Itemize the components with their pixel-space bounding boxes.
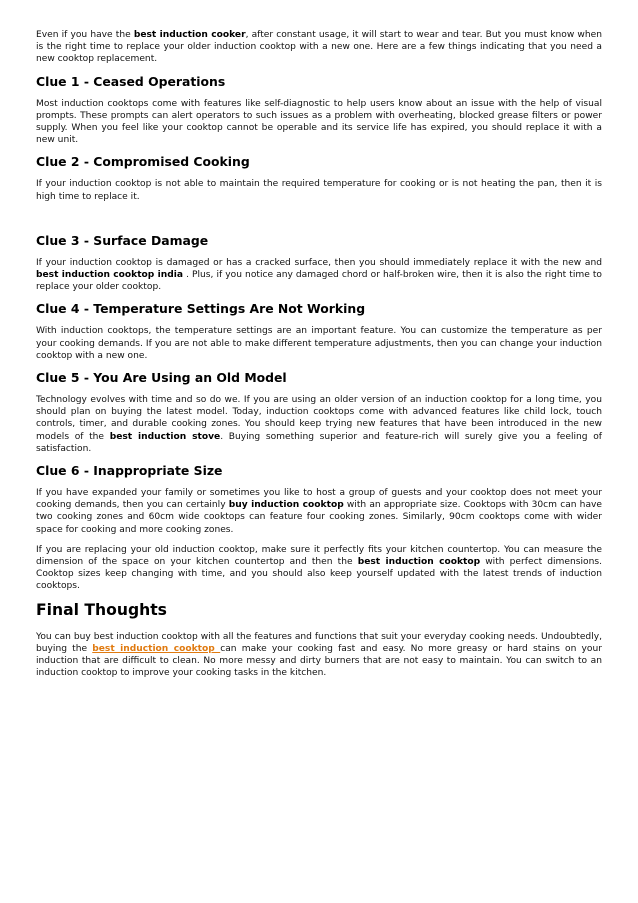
- clue6-p1-text-1: If you have expanded your family or sometimes you like to host a group of guests and your cooktop does not meet your cooking demands, then you can certainly: [36, 488, 602, 511]
- clue1-heading: Clue 1 - Ceased Operations: [36, 73, 226, 89]
- final-thoughts-heading: Final Thoughts: [36, 600, 167, 619]
- clue4-heading: Clue 4 - Temperature Settings Are Not Working: [36, 301, 366, 317]
- intro-paragraph: [36, 29, 602, 66]
- clue6-p1-bold-keyword: buy induction cooktop: [228, 500, 344, 511]
- clue5-text-1: Technology evolves with time and so do we. If you are using an older version of an induction cooktop for a long time, you should plan on buying the latest model. Today, induction cooktops come with advanced features like child lock, touch controls, timer, and durable cooking zones. You should keep trying new features that have been introduced in the new models of the: [36, 395, 602, 442]
- intro-bold-keyword: best induction cooker: [133, 30, 246, 40]
- clue3-heading: Clue 3 - Surface Damage: [36, 232, 209, 248]
- clue6-paragraph-1: [36, 487, 602, 536]
- clue3-text-2: . Plus, if you notice any damaged chord or half-broken wire, then it is also the right time to replace your older cooktop.: [36, 270, 602, 293]
- clue6-p2-bold-keyword: best induction cooktop: [357, 557, 481, 568]
- clue2-paragraph: If your induction cooktop is not able to maintain the required temperature for cooking or is not heating the pan, then it is high time to replace it.: [36, 179, 602, 202]
- clue6-paragraph-2: [36, 544, 602, 593]
- final-text-1: You can buy best induction cooktop with all the features and functions that suit your everyday cooking needs. Undoubtedly, buying the: [36, 631, 602, 654]
- clue4-paragraph: With induction cooktops, the temperature settings are an important feature. You can customize the temperature as per your cooking demands. If you are not able to make different temperature adjustments, then you can change your induction cooktop with a new one.: [36, 326, 602, 361]
- clue6-p2-text-1: If you are replacing your old induction cooktop, make sure it perfectly fits your kitchen countertop. You can measure the dimension of the space on your kitchen countertop and then the: [36, 544, 602, 568]
- intro-text-1: Even if you have the: [36, 30, 134, 40]
- clue5-paragraph: [36, 394, 602, 455]
- clue2-heading: Clue 2 - Compromised Cooking: [36, 154, 250, 170]
- final-text-2: can make your cooking fast and easy. No more greasy or hard stains on your induction that are difficult to clean. No more messy and dirty burners that are not easy to maintain. You can switch to an induction cooktop to improve your cooking tasks in the kitchen.: [36, 643, 603, 679]
- clue3-text-1: If your induction cooktop is damaged or has a cracked surface, then you should immediately replace it with the new and: [36, 257, 602, 268]
- clue6-p1-text-2: with an appropriate size. Cooktops with 30cm can have two cooking zones and 60cm wide cooktops can feature four cooking zones. Similarly, 90cm cooktops come with wider space for cooking and more cooking zones.: [36, 500, 602, 535]
- clue6-heading: Clue 6 - Inappropriate Size: [36, 463, 223, 479]
- clue5-bold-keyword: best induction stove: [109, 431, 221, 442]
- best-induction-cooktop-link[interactable]: best induction cooktop: [92, 643, 221, 654]
- clue6-p2-text-2: with perfect dimensions. Cooktop sizes keep changing with time, and you should also keep yourself updated with the latest trends of induction cooktops.: [36, 557, 602, 592]
- final-paragraph: [36, 631, 602, 680]
- clue5-heading: Clue 5 - You Are Using an Old Model: [36, 370, 287, 386]
- clue3-bold-keyword: best induction cooktop india: [36, 270, 183, 281]
- clue3-paragraph: [36, 257, 602, 294]
- intro-text-2: , after constant usage, it will start to wear and tear. But you must know when is the right time to replace your older induction cooktop with a new one. Here are a few things indicating that you need a new cooktop replacement.: [36, 30, 602, 65]
- clue5-text-2: . Buying something superior and feature-rich will surely give you a feeling of satisfaction.: [36, 431, 602, 454]
- clue1-paragraph: Most induction cooktops come with features like self-diagnostic to help users know about an issue with the help of visual prompts. These prompts can alert operators to such issues as a problem with overheating, blocked grease filters or power supply. When you feel like your cooktop cannot be operable and its service life has expired, you should replace it with a new unit.: [36, 98, 602, 146]
